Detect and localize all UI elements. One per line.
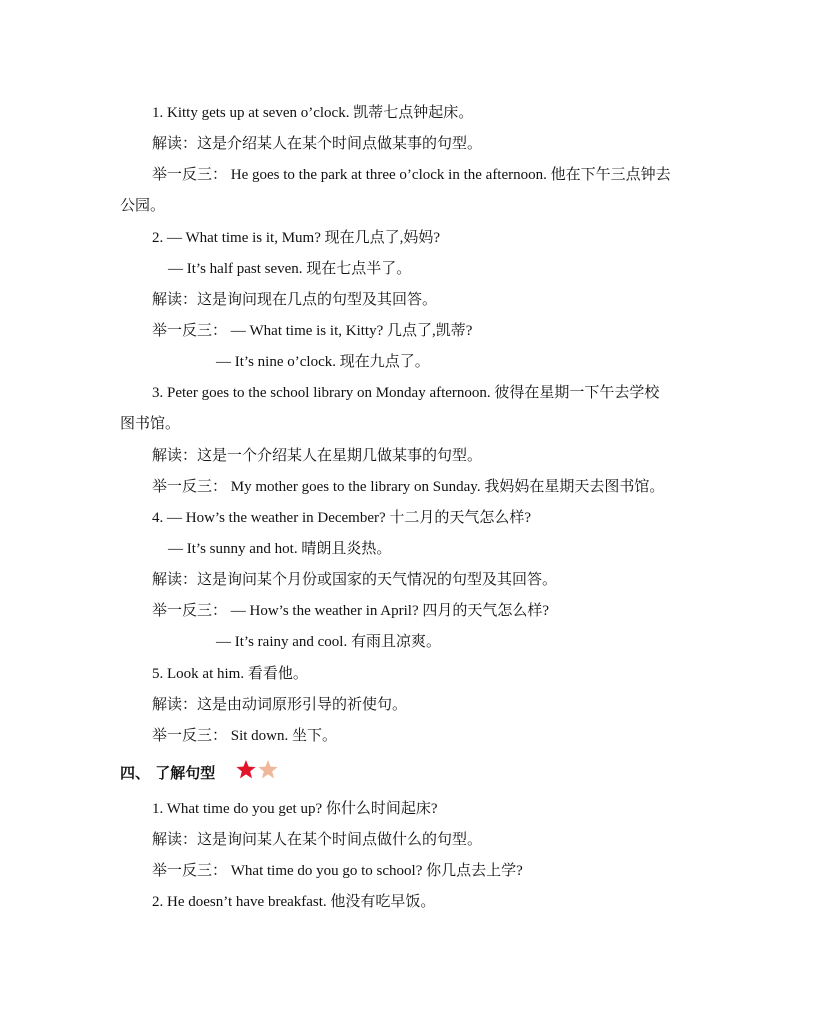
star-icon — [258, 760, 277, 778]
text-line: 5. Look at him. 看看他。 — [152, 666, 308, 682]
text-line: 1. Kitty gets up at seven o’clock. 凯蒂七点钟起床。 — [152, 105, 474, 121]
text-line: 举一反三： My mother goes to the library on Sunday. 我妈妈在星期天去图书馆。 — [152, 479, 665, 495]
text-line: 4. — How’s the weather in December? 十二月的天气怎么样? — [152, 510, 532, 526]
text-line: — It’s sunny and hot. 晴朗且炎热。 — [168, 541, 392, 557]
text-line: — It’s rainy and cool. 有雨且凉爽。 — [216, 634, 441, 650]
text-line: 公园。 — [120, 198, 166, 214]
difficulty-stars — [236, 759, 280, 781]
text-line: 解读：这是询问某人在某个时间点做什么的句型。 — [152, 832, 483, 848]
star-icon — [236, 760, 255, 778]
text-line: 解读：这是介绍某人在某个时间点做某事的句型。 — [152, 136, 483, 152]
text-line: 2. He doesn’t have breakfast. 他没有吃早饭。 — [152, 894, 436, 910]
text-line: — It’s half past seven. 现在七点半了。 — [168, 261, 412, 277]
text-line: 解读：这是询问现在几点的句型及其回答。 — [152, 292, 438, 308]
text-line: 解读：这是询问某个月份或国家的天气情况的句型及其回答。 — [152, 572, 558, 588]
text-line: 解读：这是一个介绍某人在星期几做某事的句型。 — [152, 448, 483, 464]
text-line: 3. Peter goes to the school library on Monday afternoon. 彼得在星期一下午去学校 — [152, 385, 660, 401]
text-line: 1. What time do you get up? 你什么时间起床? — [152, 801, 438, 817]
text-line: 举一反三： — What time is it, Kitty? 几点了,凯蒂? — [152, 323, 473, 339]
text-line: 解读：这是由动词原形引导的祈使句。 — [152, 697, 408, 713]
text-line: 2. — What time is it, Mum? 现在几点了,妈妈? — [152, 230, 441, 246]
section-heading: 四、 了解句型 — [120, 764, 216, 782]
text-line: 举一反三： What time do you go to school? 你几点去上学? — [152, 863, 523, 879]
text-line: 举一反三： He goes to the park at three o’clock in the afternoon. 他在下午三点钟去 — [152, 167, 671, 183]
text-line: 举一反三： Sit down. 坐下。 — [152, 728, 338, 744]
text-line: 图书馆。 — [120, 416, 181, 432]
text-line: — It’s nine o’clock. 现在九点了。 — [216, 354, 430, 370]
text-line: 举一反三： — How’s the weather in April? 四月的天气怎么样? — [152, 603, 550, 619]
